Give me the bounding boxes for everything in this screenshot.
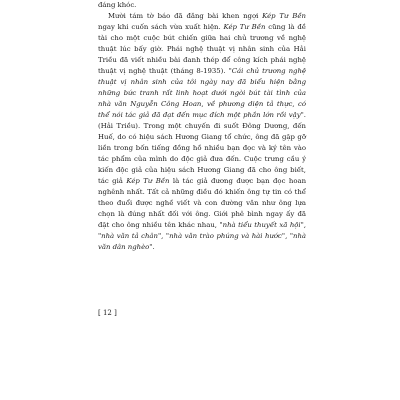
book-title-italic: Kép Tư Bền — [262, 12, 307, 20]
paragraph-continuation — [98, 0, 306, 11]
paragraph-main — [98, 11, 306, 253]
text-run: cũng là đề tài cho một cuộc bút chiến giữa hai chủ trương về nghệ thuật lúc bấy giờ. Phái nghệ thuật vị nhân sinh của Hải Triều đã viết nhiều bài đanh thép để công kích phái nghệ thuật vị nghệ thuật (tháng 8-1935). — [98, 23, 306, 75]
text-run: . (Hải Triều). Trong một chuyến đi suốt Đông Dương, đến Huế, do có hiệu sách Hương Giang tổ chức, ông đã gặp gỡ liền trong bốn tiếng đồng hồ nhiều bạn đọc và ký tên vào tác phẩm của mình do độc giả đưa đến. Cuộc trưng cầu ý kiến độc giả của hiệu sách Hương Giang đã cho ông biết, tác giả — [98, 111, 306, 185]
text-run: đáng khóc. — [98, 1, 137, 9]
text-run: ngay khi cuốn sách vừa xuất hiện. — [98, 23, 224, 31]
book-title-italic: Kép Tư Bền — [126, 177, 170, 185]
quotation-italic: "Cái chủ trương nghệ thuật vị nhân sinh của tôi ngày nay đã biểu hiện bằng những bức tranh rất linh hoạt dưới ngòi bút tài tình của nhà văn Nguyễn Công Hoan, về phương diện tả thực, có thể nói tác giả đã đạt đến mục đích một phần lớn rồi vậy" — [98, 67, 306, 119]
body-text — [98, 0, 306, 253]
text-run: . — [152, 243, 155, 251]
page-number: [ 12 ] — [98, 309, 117, 317]
epithets-italic: "nhà tiểu thuyết xã hội", "nhà văn tả chân", "nhà văn trào phúng và hài hước", "nhà văn dân nghèo" — [98, 221, 306, 251]
text-run: là tác giả đương được bạn đọc hoan nghênh nhất. Tất cả những điều đó khiến ông tự tin có thể theo đuổi được nghề viết và con đường văn như ông lựa chọn là đúng nhất đối với ông. Giới phê bình ngay ấy đã đặt cho ông nhiều tên khác nhau, — [98, 177, 307, 229]
text-run: Mười tám tờ báo đã đăng bài khen ngợi — [108, 12, 263, 20]
book-title-italic: Kép Tư Bền — [223, 23, 266, 31]
